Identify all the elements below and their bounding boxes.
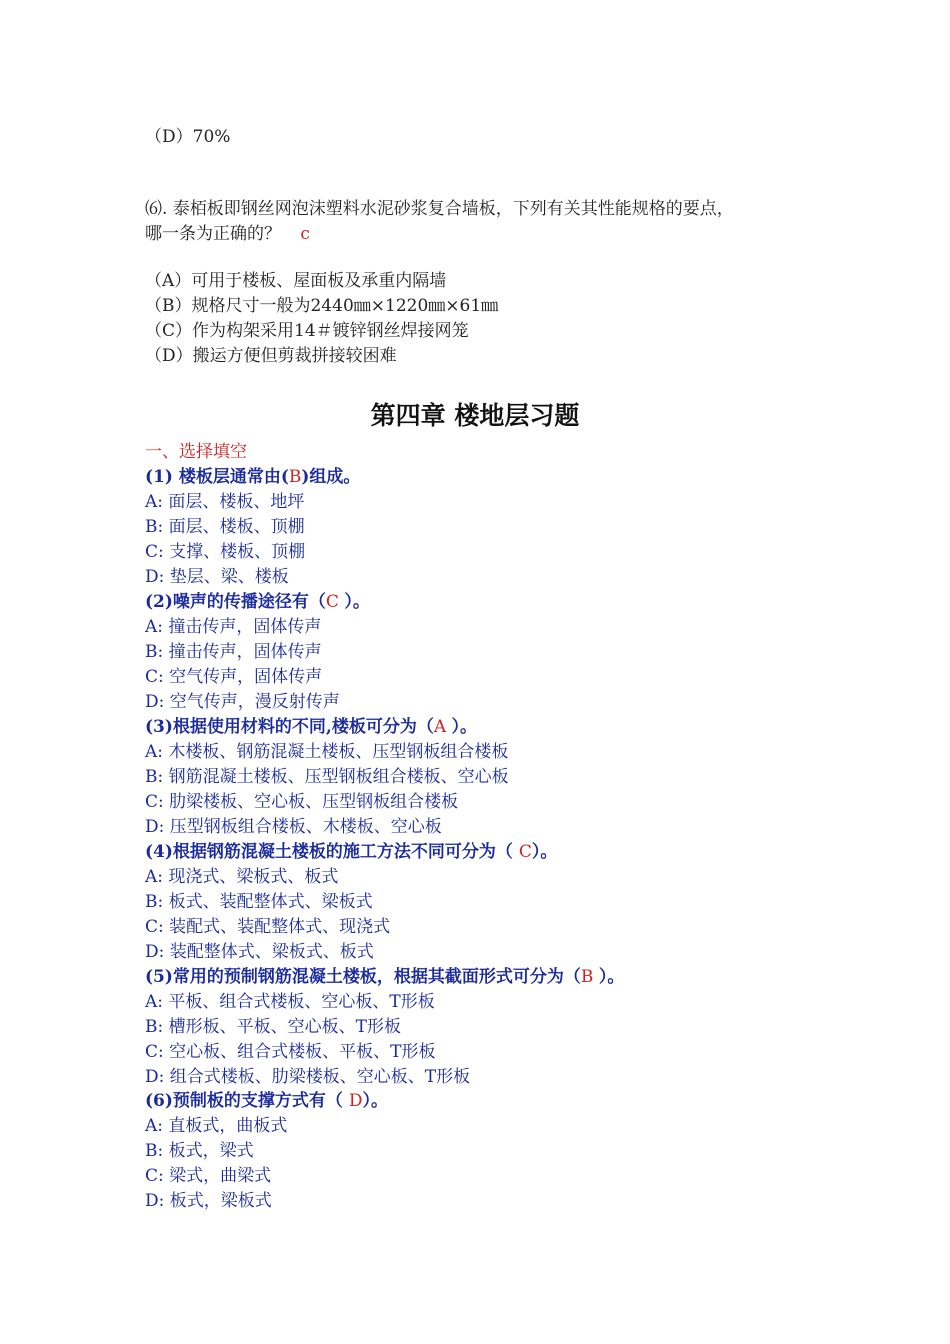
q5-option-d: D: 组合式楼板、肋梁楼板、空心板、T形板: [145, 1067, 471, 1087]
prev-q6-option-d: （D）搬运方便但剪裁拼接较困难: [145, 346, 397, 366]
q1-option-d: D: 垫层、梁、楼板: [145, 567, 289, 587]
question-1: [145, 466, 360, 488]
q2-option-d: D: 空气传声，漫反射传声: [145, 692, 340, 712]
q2-option-b: B: 撞击传声，固体传声: [145, 642, 322, 662]
question-4-answer: C: [518, 842, 532, 862]
section-label: 一、选择填空: [145, 442, 247, 462]
question-2: [145, 591, 370, 613]
q5-option-b: B: 槽形板、平板、空心板、T形板: [145, 1017, 401, 1037]
prev-question-6-line2: [145, 223, 310, 245]
q4-option-b: B: 板式、装配整体式、梁板式: [145, 892, 373, 912]
question-1-answer: B: [288, 467, 302, 487]
prev-q6-option-b: （B）规格尺寸一般为2440㎜×1220㎜×61㎜: [145, 296, 499, 316]
q3-option-d: D: 压型钢板组合楼板、木楼板、空心板: [145, 817, 442, 837]
q3-option-b: B: 钢筋混凝土楼板、压型钢板组合楼板、空心板: [145, 767, 509, 787]
question-3-text: (3)根据使用材料的不同,楼板可分为（: [145, 717, 434, 737]
question-5-text: (5)常用的预制钢筋混凝土楼板，根据其截面形式可分为（: [145, 967, 581, 987]
q1-option-b: B: 面层、楼板、顶棚: [145, 517, 305, 537]
q6-option-c: C: 梁式，曲梁式: [145, 1166, 272, 1186]
prev-question-6-answer: c: [300, 224, 310, 244]
question-5: [145, 966, 624, 988]
q5-option-a: A: 平板、组合式楼板、空心板、T形板: [145, 992, 435, 1012]
q4-option-d: D: 装配整体式、梁板式、板式: [145, 942, 374, 962]
prev-question-6-line1: ⑹. 泰栢板即钢丝网泡沫塑料水泥砂浆复合墙板，下列有关其性能规格的要点，: [145, 199, 734, 219]
prev-q6-option-c: （C）作为构架采用14＃镀锌钢丝焊接网笼: [145, 321, 469, 341]
question-4-text-end: ）。: [531, 842, 558, 862]
q1-option-c: C: 支撑、楼板、顶棚: [145, 542, 306, 562]
prev-option-d: （D）70%: [145, 127, 231, 147]
q1-option-a: A: 面层、楼板、地坪: [145, 492, 305, 512]
prev-q6-option-a: （A）可用于楼板、屋面板及承重内隔墙: [145, 271, 447, 291]
question-6-text-end: ）。: [362, 1091, 388, 1111]
question-1-text-end: )组成。: [301, 467, 361, 487]
q4-option-a: A: 现浇式、梁板式、板式: [145, 867, 339, 887]
question-4: [145, 841, 557, 863]
question-3: [145, 716, 477, 738]
q6-option-d: D: 板式，梁板式: [145, 1191, 272, 1211]
prev-question-6-text: 哪一条为正确的？: [145, 224, 281, 244]
q4-option-c: C: 装配式、装配整体式、现浇式: [145, 917, 391, 937]
question-2-text-end: ）。: [344, 592, 370, 612]
question-1-text: (1) 楼板层通常由(: [145, 467, 289, 487]
question-3-answer: A: [433, 717, 452, 737]
q6-option-b: B: 板式，梁式: [145, 1141, 254, 1161]
question-5-answer: B: [580, 967, 599, 987]
q5-option-c: C: 空心板、组合式楼板、平板、T形板: [145, 1042, 436, 1062]
question-4-text: (4)根据钢筋混凝土楼板的施工方法不同可分为（: [145, 842, 519, 862]
question-2-text: (2)噪声的传播途径有（: [145, 592, 326, 612]
question-6: [145, 1090, 388, 1112]
q3-option-c: C: 肋梁楼板、空心板、压型钢板组合楼板: [145, 792, 459, 812]
question-3-text-end: ）。: [451, 717, 478, 737]
q2-option-a: A: 撞击传声，固体传声: [145, 617, 322, 637]
question-2-answer: C: [325, 592, 345, 612]
question-5-text-end: ）。: [598, 967, 625, 987]
question-6-answer: D: [348, 1091, 363, 1111]
chapter-title: 第四章 楼地层习题: [370, 401, 580, 430]
q6-option-a: A: 直板式，曲板式: [145, 1116, 288, 1136]
question-6-text: (6)预制板的支撑方式有（: [145, 1091, 349, 1111]
q2-option-c: C: 空气传声，固体传声: [145, 667, 323, 687]
q3-option-a: A: 木楼板、钢筋混凝土楼板、压型钢板组合楼板: [145, 742, 509, 762]
